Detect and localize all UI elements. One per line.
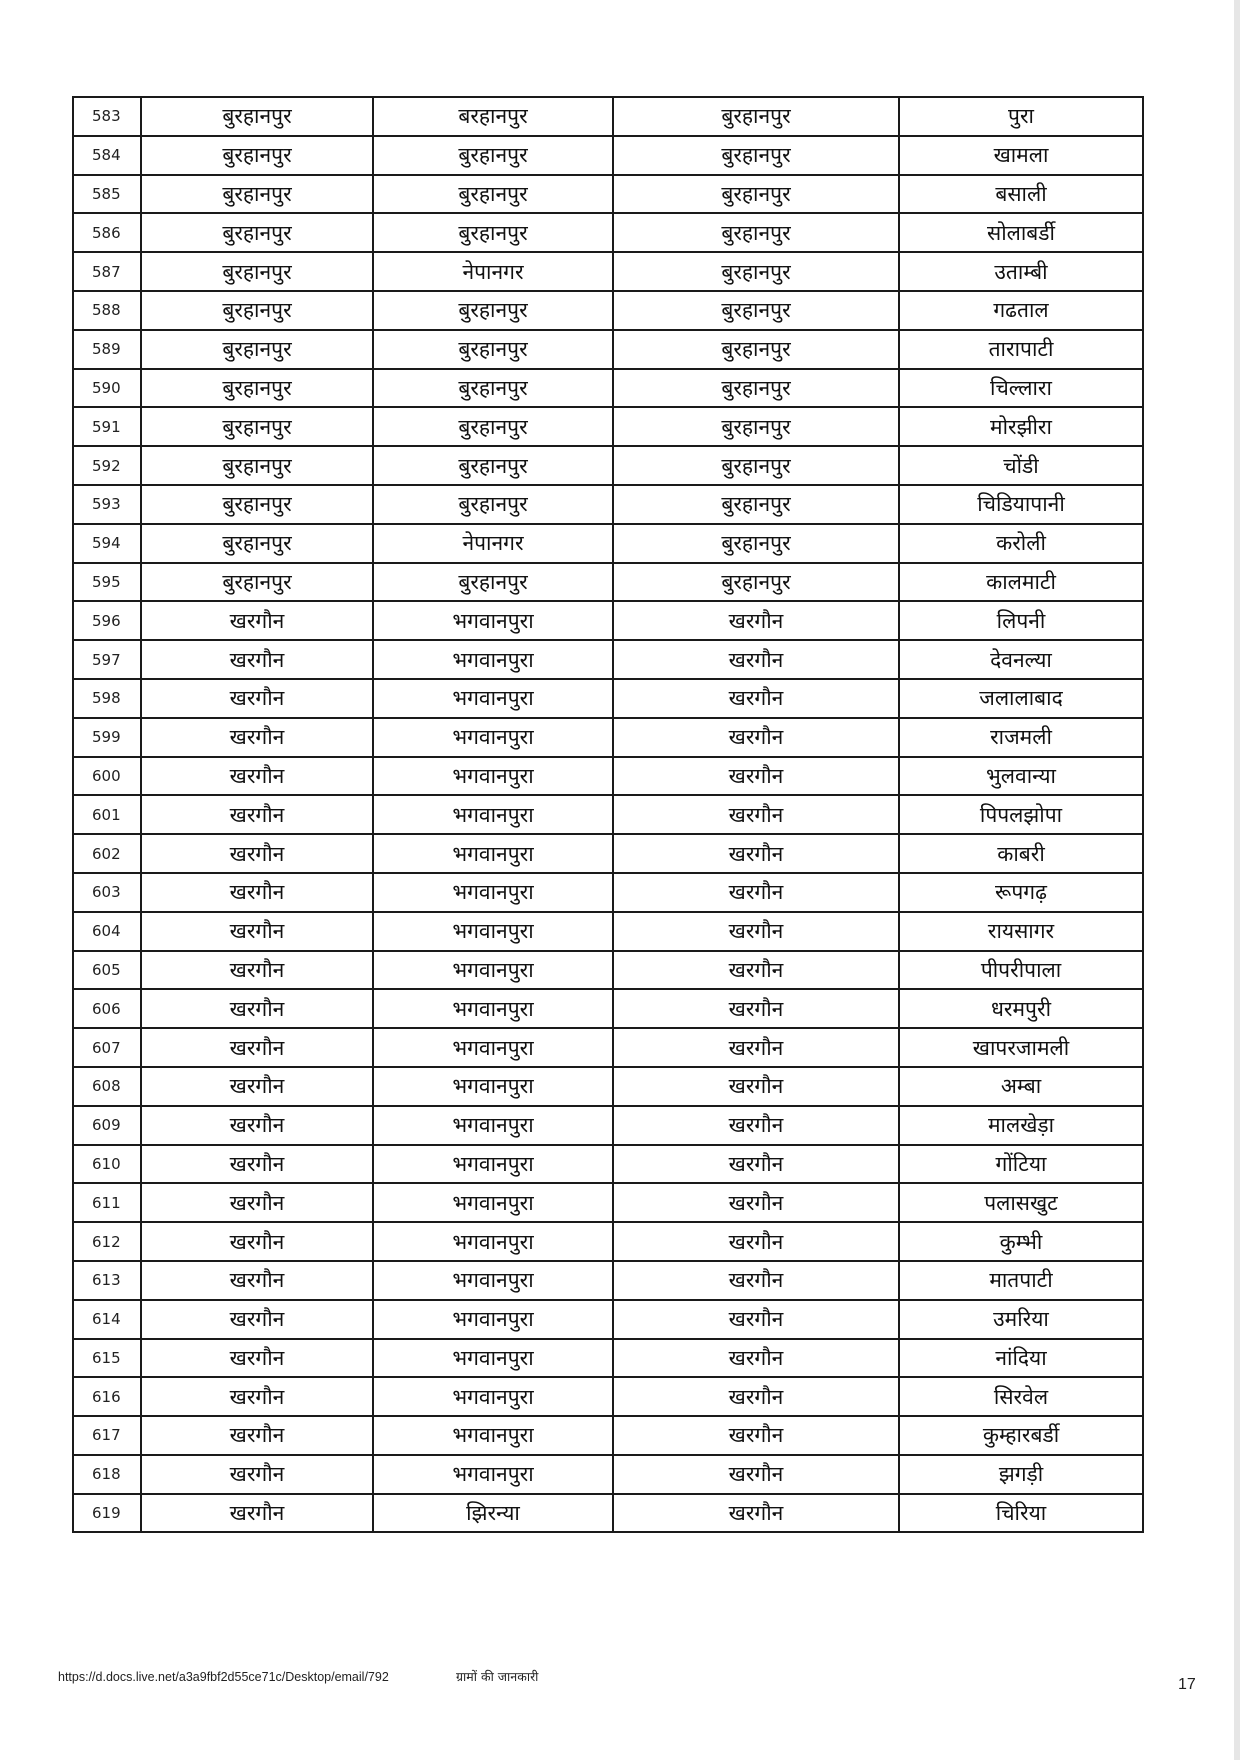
district-cell: खरगौन	[141, 1067, 373, 1106]
serial-number-cell: 612	[73, 1222, 141, 1261]
block-cell: भगवानपुरा	[373, 873, 613, 912]
village-cell: काबरी	[899, 834, 1143, 873]
village-cell: झगड़ी	[899, 1455, 1143, 1494]
block-cell: बरहानपुर	[373, 97, 613, 136]
footer-url: https://d.docs.live.net/a3a9fbf2d55ce71c/Desktop/email/792	[58, 1670, 389, 1684]
district-cell: बुरहानपुर	[141, 291, 373, 330]
serial-number-cell: 607	[73, 1028, 141, 1067]
tehsil-cell: बुरहानपुर	[613, 136, 899, 175]
village-cell: रूपगढ़	[899, 873, 1143, 912]
tehsil-cell: खरगौन	[613, 873, 899, 912]
table-row	[73, 912, 1143, 951]
village-cell: चिरिया	[899, 1494, 1143, 1533]
table-row	[73, 1145, 1143, 1184]
block-cell: बुरहानपुर	[373, 563, 613, 602]
tehsil-cell: बुरहानपुर	[613, 407, 899, 446]
village-cell: गोंटिया	[899, 1145, 1143, 1184]
district-cell: बुरहानपुर	[141, 369, 373, 408]
district-cell: खरगौन	[141, 1339, 373, 1378]
table-row	[73, 951, 1143, 990]
block-cell: भगवानपुरा	[373, 1183, 613, 1222]
district-cell: बुरहानपुर	[141, 407, 373, 446]
tehsil-cell: खरगौन	[613, 757, 899, 796]
village-cell: पिपलझोपा	[899, 795, 1143, 834]
block-cell: बुरहानपुर	[373, 213, 613, 252]
district-cell: खरगौन	[141, 834, 373, 873]
district-cell: खरगौन	[141, 1106, 373, 1145]
village-table	[72, 96, 1144, 1533]
block-cell: भगवानपुरा	[373, 640, 613, 679]
table-row	[73, 1028, 1143, 1067]
table-row	[73, 1494, 1143, 1533]
block-cell: नेपानगर	[373, 524, 613, 563]
block-cell: बुरहानपुर	[373, 291, 613, 330]
serial-number-cell: 611	[73, 1183, 141, 1222]
village-cell: उताम्बी	[899, 252, 1143, 291]
table-row	[73, 1300, 1143, 1339]
village-cell: पलासखुट	[899, 1183, 1143, 1222]
village-cell: धरमपुरी	[899, 989, 1143, 1028]
footer-title: ग्रामों की जानकारी	[456, 1669, 539, 1684]
block-cell: भगवानपुरा	[373, 679, 613, 718]
district-cell: बुरहानपुर	[141, 175, 373, 214]
district-cell: खरगौन	[141, 1261, 373, 1300]
district-cell: बुरहानपुर	[141, 524, 373, 563]
district-cell: बुरहानपुर	[141, 136, 373, 175]
table-row	[73, 252, 1143, 291]
block-cell: भगवानपुरा	[373, 1145, 613, 1184]
village-cell: राजमली	[899, 718, 1143, 757]
serial-number-cell: 601	[73, 795, 141, 834]
table-row	[73, 97, 1143, 136]
serial-number-cell: 587	[73, 252, 141, 291]
district-cell: खरगौन	[141, 601, 373, 640]
district-cell: खरगौन	[141, 718, 373, 757]
tehsil-cell: बुरहानपुर	[613, 175, 899, 214]
block-cell: भगवानपुरा	[373, 795, 613, 834]
district-cell: खरगौन	[141, 951, 373, 990]
serial-number-cell: 596	[73, 601, 141, 640]
village-cell: खापरजामली	[899, 1028, 1143, 1067]
district-cell: खरगौन	[141, 1300, 373, 1339]
serial-number-cell: 586	[73, 213, 141, 252]
tehsil-cell: खरगौन	[613, 640, 899, 679]
serial-number-cell: 616	[73, 1377, 141, 1416]
tehsil-cell: खरगौन	[613, 1106, 899, 1145]
serial-number-cell: 613	[73, 1261, 141, 1300]
table-row	[73, 1377, 1143, 1416]
serial-number-cell: 604	[73, 912, 141, 951]
table-row	[73, 1339, 1143, 1378]
district-cell: खरगौन	[141, 1494, 373, 1533]
block-cell: नेपानगर	[373, 252, 613, 291]
district-cell: खरगौन	[141, 757, 373, 796]
tehsil-cell: बुरहानपुर	[613, 97, 899, 136]
table-row	[73, 601, 1143, 640]
block-cell: बुरहानपुर	[373, 407, 613, 446]
tehsil-cell: खरगौन	[613, 1145, 899, 1184]
village-cell: चिल्लारा	[899, 369, 1143, 408]
tehsil-cell: बुरहानपुर	[613, 291, 899, 330]
district-cell: बुरहानपुर	[141, 563, 373, 602]
serial-number-cell: 598	[73, 679, 141, 718]
district-cell: खरगौन	[141, 912, 373, 951]
serial-number-cell: 592	[73, 446, 141, 485]
table-row	[73, 407, 1143, 446]
district-cell: खरगौन	[141, 873, 373, 912]
table-row	[73, 524, 1143, 563]
table-row	[73, 330, 1143, 369]
table-row	[73, 795, 1143, 834]
village-cell: रायसागर	[899, 912, 1143, 951]
village-cell: नांदिया	[899, 1339, 1143, 1378]
serial-number-cell: 609	[73, 1106, 141, 1145]
block-cell: भगवानपुरा	[373, 1339, 613, 1378]
serial-number-cell: 597	[73, 640, 141, 679]
serial-number-cell: 594	[73, 524, 141, 563]
tehsil-cell: खरगौन	[613, 679, 899, 718]
district-cell: खरगौन	[141, 640, 373, 679]
serial-number-cell: 610	[73, 1145, 141, 1184]
table-row	[73, 563, 1143, 602]
table-row	[73, 1222, 1143, 1261]
serial-number-cell: 588	[73, 291, 141, 330]
district-cell: बुरहानपुर	[141, 330, 373, 369]
tehsil-cell: खरगौन	[613, 834, 899, 873]
district-cell: खरगौन	[141, 1416, 373, 1455]
block-cell: बुरहानपुर	[373, 330, 613, 369]
district-cell: खरगौन	[141, 679, 373, 718]
tehsil-cell: खरगौन	[613, 1339, 899, 1378]
block-cell: भगवानपुरा	[373, 989, 613, 1028]
tehsil-cell: खरगौन	[613, 1300, 899, 1339]
block-cell: भगवानपुरा	[373, 601, 613, 640]
village-cell: लिपनी	[899, 601, 1143, 640]
tehsil-cell: बुरहानपुर	[613, 369, 899, 408]
tehsil-cell: खरगौन	[613, 718, 899, 757]
tehsil-cell: बुरहानपुर	[613, 252, 899, 291]
tehsil-cell: बुरहानपुर	[613, 563, 899, 602]
block-cell: बुरहानपुर	[373, 485, 613, 524]
table-body	[73, 97, 1143, 1532]
serial-number-cell: 599	[73, 718, 141, 757]
district-cell: बुरहानपुर	[141, 97, 373, 136]
table-row	[73, 1416, 1143, 1455]
table-row	[73, 718, 1143, 757]
village-cell: पीपरीपाला	[899, 951, 1143, 990]
block-cell: झिरन्या	[373, 1494, 613, 1533]
table-row	[73, 640, 1143, 679]
village-cell: कालमाटी	[899, 563, 1143, 602]
table-row	[73, 213, 1143, 252]
block-cell: भगवानपुरा	[373, 1222, 613, 1261]
block-cell: भगवानपुरा	[373, 1416, 613, 1455]
serial-number-cell: 606	[73, 989, 141, 1028]
table-row	[73, 446, 1143, 485]
block-cell: बुरहानपुर	[373, 175, 613, 214]
table-row	[73, 1183, 1143, 1222]
tehsil-cell: बुरहानपुर	[613, 485, 899, 524]
table-row	[73, 1106, 1143, 1145]
block-cell: भगवानपुरा	[373, 1067, 613, 1106]
serial-number-cell: 583	[73, 97, 141, 136]
district-cell: बुरहानपुर	[141, 446, 373, 485]
village-cell: मातपाटी	[899, 1261, 1143, 1300]
tehsil-cell: खरगौन	[613, 1455, 899, 1494]
village-cell: देवनल्या	[899, 640, 1143, 679]
village-cell: उमरिया	[899, 1300, 1143, 1339]
village-cell: भुलवान्या	[899, 757, 1143, 796]
serial-number-cell: 617	[73, 1416, 141, 1455]
village-cell: अम्बा	[899, 1067, 1143, 1106]
block-cell: बुरहानपुर	[373, 446, 613, 485]
serial-number-cell: 600	[73, 757, 141, 796]
village-cell: पुरा	[899, 97, 1143, 136]
village-cell: चिडियापानी	[899, 485, 1143, 524]
block-cell: भगवानपुरा	[373, 718, 613, 757]
serial-number-cell: 618	[73, 1455, 141, 1494]
serial-number-cell: 614	[73, 1300, 141, 1339]
village-cell: सोलाबर्डी	[899, 213, 1143, 252]
block-cell: बुरहानपुर	[373, 369, 613, 408]
table-row	[73, 485, 1143, 524]
district-cell: खरगौन	[141, 1145, 373, 1184]
tehsil-cell: खरगौन	[613, 1494, 899, 1533]
table-row	[73, 834, 1143, 873]
village-cell: मालखेड़ा	[899, 1106, 1143, 1145]
block-cell: भगवानपुरा	[373, 834, 613, 873]
village-cell: बसाली	[899, 175, 1143, 214]
village-cell: खामला	[899, 136, 1143, 175]
tehsil-cell: खरगौन	[613, 912, 899, 951]
village-cell: चोंडी	[899, 446, 1143, 485]
district-cell: खरगौन	[141, 1455, 373, 1494]
block-cell: भगवानपुरा	[373, 1028, 613, 1067]
block-cell: भगवानपुरा	[373, 1377, 613, 1416]
serial-number-cell: 591	[73, 407, 141, 446]
district-cell: खरगौन	[141, 1377, 373, 1416]
serial-number-cell: 585	[73, 175, 141, 214]
district-cell: खरगौन	[141, 1183, 373, 1222]
village-cell: जलालाबाद	[899, 679, 1143, 718]
table-row	[73, 1455, 1143, 1494]
serial-number-cell: 595	[73, 563, 141, 602]
village-cell: मोरझीरा	[899, 407, 1143, 446]
block-cell: भगवानपुरा	[373, 1455, 613, 1494]
tehsil-cell: खरगौन	[613, 1377, 899, 1416]
serial-number-cell: 605	[73, 951, 141, 990]
block-cell: भगवानपुरा	[373, 757, 613, 796]
serial-number-cell: 619	[73, 1494, 141, 1533]
district-cell: खरगौन	[141, 1222, 373, 1261]
block-cell: भगवानपुरा	[373, 951, 613, 990]
block-cell: भगवानपुरा	[373, 1300, 613, 1339]
tehsil-cell: खरगौन	[613, 1067, 899, 1106]
village-cell: तारापाटी	[899, 330, 1143, 369]
table-row	[73, 989, 1143, 1028]
page-edge	[1234, 0, 1240, 1760]
table-row	[73, 136, 1143, 175]
district-cell: बुरहानपुर	[141, 485, 373, 524]
serial-number-cell: 602	[73, 834, 141, 873]
tehsil-cell: बुरहानपुर	[613, 330, 899, 369]
serial-number-cell: 590	[73, 369, 141, 408]
table-row	[73, 1067, 1143, 1106]
district-cell: खरगौन	[141, 1028, 373, 1067]
tehsil-cell: खरगौन	[613, 1261, 899, 1300]
village-cell: गढताल	[899, 291, 1143, 330]
table-row	[73, 873, 1143, 912]
table-row	[73, 1261, 1143, 1300]
block-cell: भगवानपुरा	[373, 912, 613, 951]
block-cell: भगवानपुरा	[373, 1106, 613, 1145]
serial-number-cell: 593	[73, 485, 141, 524]
tehsil-cell: खरगौन	[613, 1183, 899, 1222]
page-number: 17	[1178, 1676, 1196, 1693]
district-cell: खरगौन	[141, 795, 373, 834]
table-row	[73, 175, 1143, 214]
serial-number-cell: 589	[73, 330, 141, 369]
serial-number-cell: 603	[73, 873, 141, 912]
tehsil-cell: खरगौन	[613, 601, 899, 640]
district-cell: बुरहानपुर	[141, 213, 373, 252]
table-row	[73, 369, 1143, 408]
serial-number-cell: 584	[73, 136, 141, 175]
village-cell: कुम्भी	[899, 1222, 1143, 1261]
table-row	[73, 291, 1143, 330]
tehsil-cell: खरगौन	[613, 795, 899, 834]
village-cell: करोली	[899, 524, 1143, 563]
serial-number-cell: 615	[73, 1339, 141, 1378]
serial-number-cell: 608	[73, 1067, 141, 1106]
tehsil-cell: खरगौन	[613, 1028, 899, 1067]
block-cell: बुरहानपुर	[373, 136, 613, 175]
table-row	[73, 679, 1143, 718]
tehsil-cell: बुरहानपुर	[613, 446, 899, 485]
tehsil-cell: खरगौन	[613, 989, 899, 1028]
table-row	[73, 757, 1143, 796]
tehsil-cell: बुरहानपुर	[613, 524, 899, 563]
tehsil-cell: खरगौन	[613, 951, 899, 990]
block-cell: भगवानपुरा	[373, 1261, 613, 1300]
tehsil-cell: खरगौन	[613, 1416, 899, 1455]
tehsil-cell: बुरहानपुर	[613, 213, 899, 252]
district-cell: खरगौन	[141, 989, 373, 1028]
village-cell: कुम्हारबर्डी	[899, 1416, 1143, 1455]
village-cell: सिरवेल	[899, 1377, 1143, 1416]
district-cell: बुरहानपुर	[141, 252, 373, 291]
tehsil-cell: खरगौन	[613, 1222, 899, 1261]
